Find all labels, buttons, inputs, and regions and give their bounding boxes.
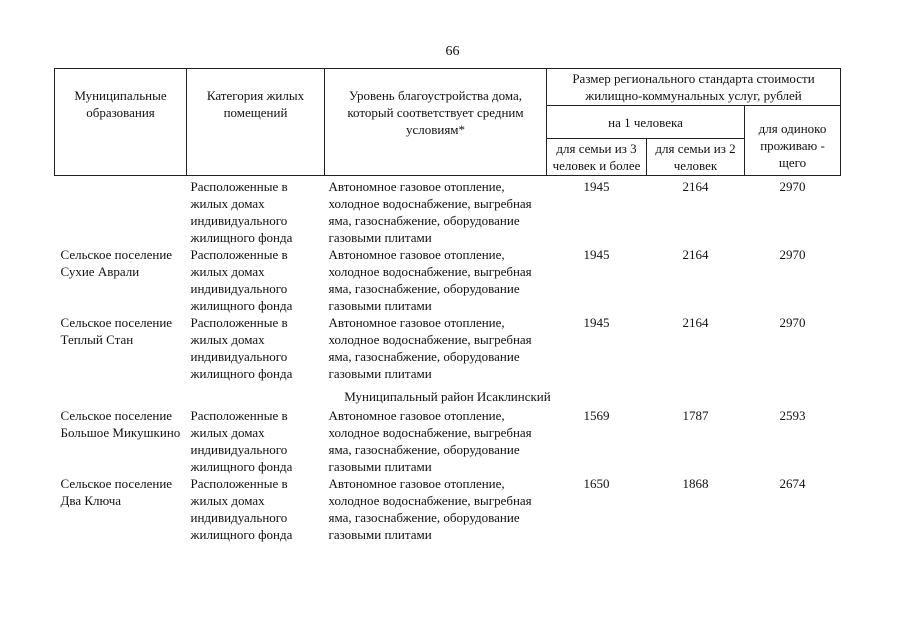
header-single-resident: для одиноко проживаю - щего <box>745 106 841 176</box>
family-3-value: 1945 <box>583 247 610 262</box>
amenity-level-cell: Автономное газовое отопление, холодное водоснабжение, выгребная яма, газоснабжение, оборудование газовыми плитами <box>328 179 532 245</box>
single-value: 2674 <box>779 476 806 491</box>
family-3-value: 1945 <box>583 179 610 194</box>
family-2-value: 1868 <box>682 476 709 491</box>
table-row <box>55 407 841 475</box>
header-per-person: на 1 человека <box>547 106 745 139</box>
amenity-level-cell: Автономное газовое отопление, холодное водоснабжение, выгребная яма, газоснабжение, оборудование газовыми плитами <box>328 408 532 474</box>
table-row <box>55 246 841 314</box>
family-3-value: 1569 <box>583 408 610 423</box>
table-row <box>55 314 841 382</box>
municipality-cell: Сельское поселение Теплый Стан <box>60 315 173 347</box>
header-municipality: Муниципальные образования <box>55 69 187 176</box>
family-2-value: 1787 <box>682 408 709 423</box>
header-family-3: для семьи из 3 человек и более <box>547 139 647 176</box>
single-value: 2970 <box>779 315 806 330</box>
single-value: 2970 <box>779 179 806 194</box>
single-value: 2970 <box>779 247 806 262</box>
header-family-2: для семьи из 2 человек <box>647 139 745 176</box>
category-cell: Расположенные в жилых домах индивидуального жилищного фонда <box>190 247 293 313</box>
district-row <box>55 382 841 407</box>
amenity-level-cell: Автономное газовое отопление, холодное водоснабжение, выгребная яма, газоснабжение, оборудование газовыми плитами <box>328 247 532 313</box>
family-3-value: 1945 <box>583 315 610 330</box>
header-amenity-level: Уровень благоустройства дома, который соответствует средним условиям* <box>325 69 547 176</box>
table-row <box>55 475 841 543</box>
category-cell: Расположенные в жилых домах индивидуального жилищного фонда <box>190 408 293 474</box>
family-3-value: 1650 <box>583 476 610 491</box>
header-standard-size: Размер регионального стандарта стоимости жилищно-коммунальных услуг, рублей <box>547 69 841 106</box>
district-heading: Муниципальный район Исаклинский <box>344 389 551 404</box>
category-cell: Расположенные в жилых домах индивидуального жилищного фонда <box>190 476 293 542</box>
family-2-value: 2164 <box>682 315 709 330</box>
table-row <box>55 176 841 247</box>
municipality-cell <box>55 176 187 247</box>
municipality-cell: Сельское поселение Большое Микушкино <box>60 408 181 440</box>
municipality-cell: Сельское поселение Два Ключа <box>60 476 173 508</box>
page-number: 66 <box>445 44 460 59</box>
single-value: 2593 <box>779 408 806 423</box>
housing-cost-standard-table <box>54 68 841 543</box>
municipality-cell: Сельское поселение Сухие Аврали <box>60 247 173 279</box>
category-cell: Расположенные в жилых домах индивидуального жилищного фонда <box>190 179 293 245</box>
family-2-value: 2164 <box>682 179 709 194</box>
amenity-level-cell: Автономное газовое отопление, холодное водоснабжение, выгребная яма, газоснабжение, оборудование газовыми плитами <box>328 476 532 542</box>
family-2-value: 2164 <box>682 247 709 262</box>
category-cell: Расположенные в жилых домах индивидуального жилищного фонда <box>190 315 293 381</box>
header-category: Категория жилых помещений <box>187 69 325 176</box>
amenity-level-cell: Автономное газовое отопление, холодное водоснабжение, выгребная яма, газоснабжение, оборудование газовыми плитами <box>328 315 532 381</box>
